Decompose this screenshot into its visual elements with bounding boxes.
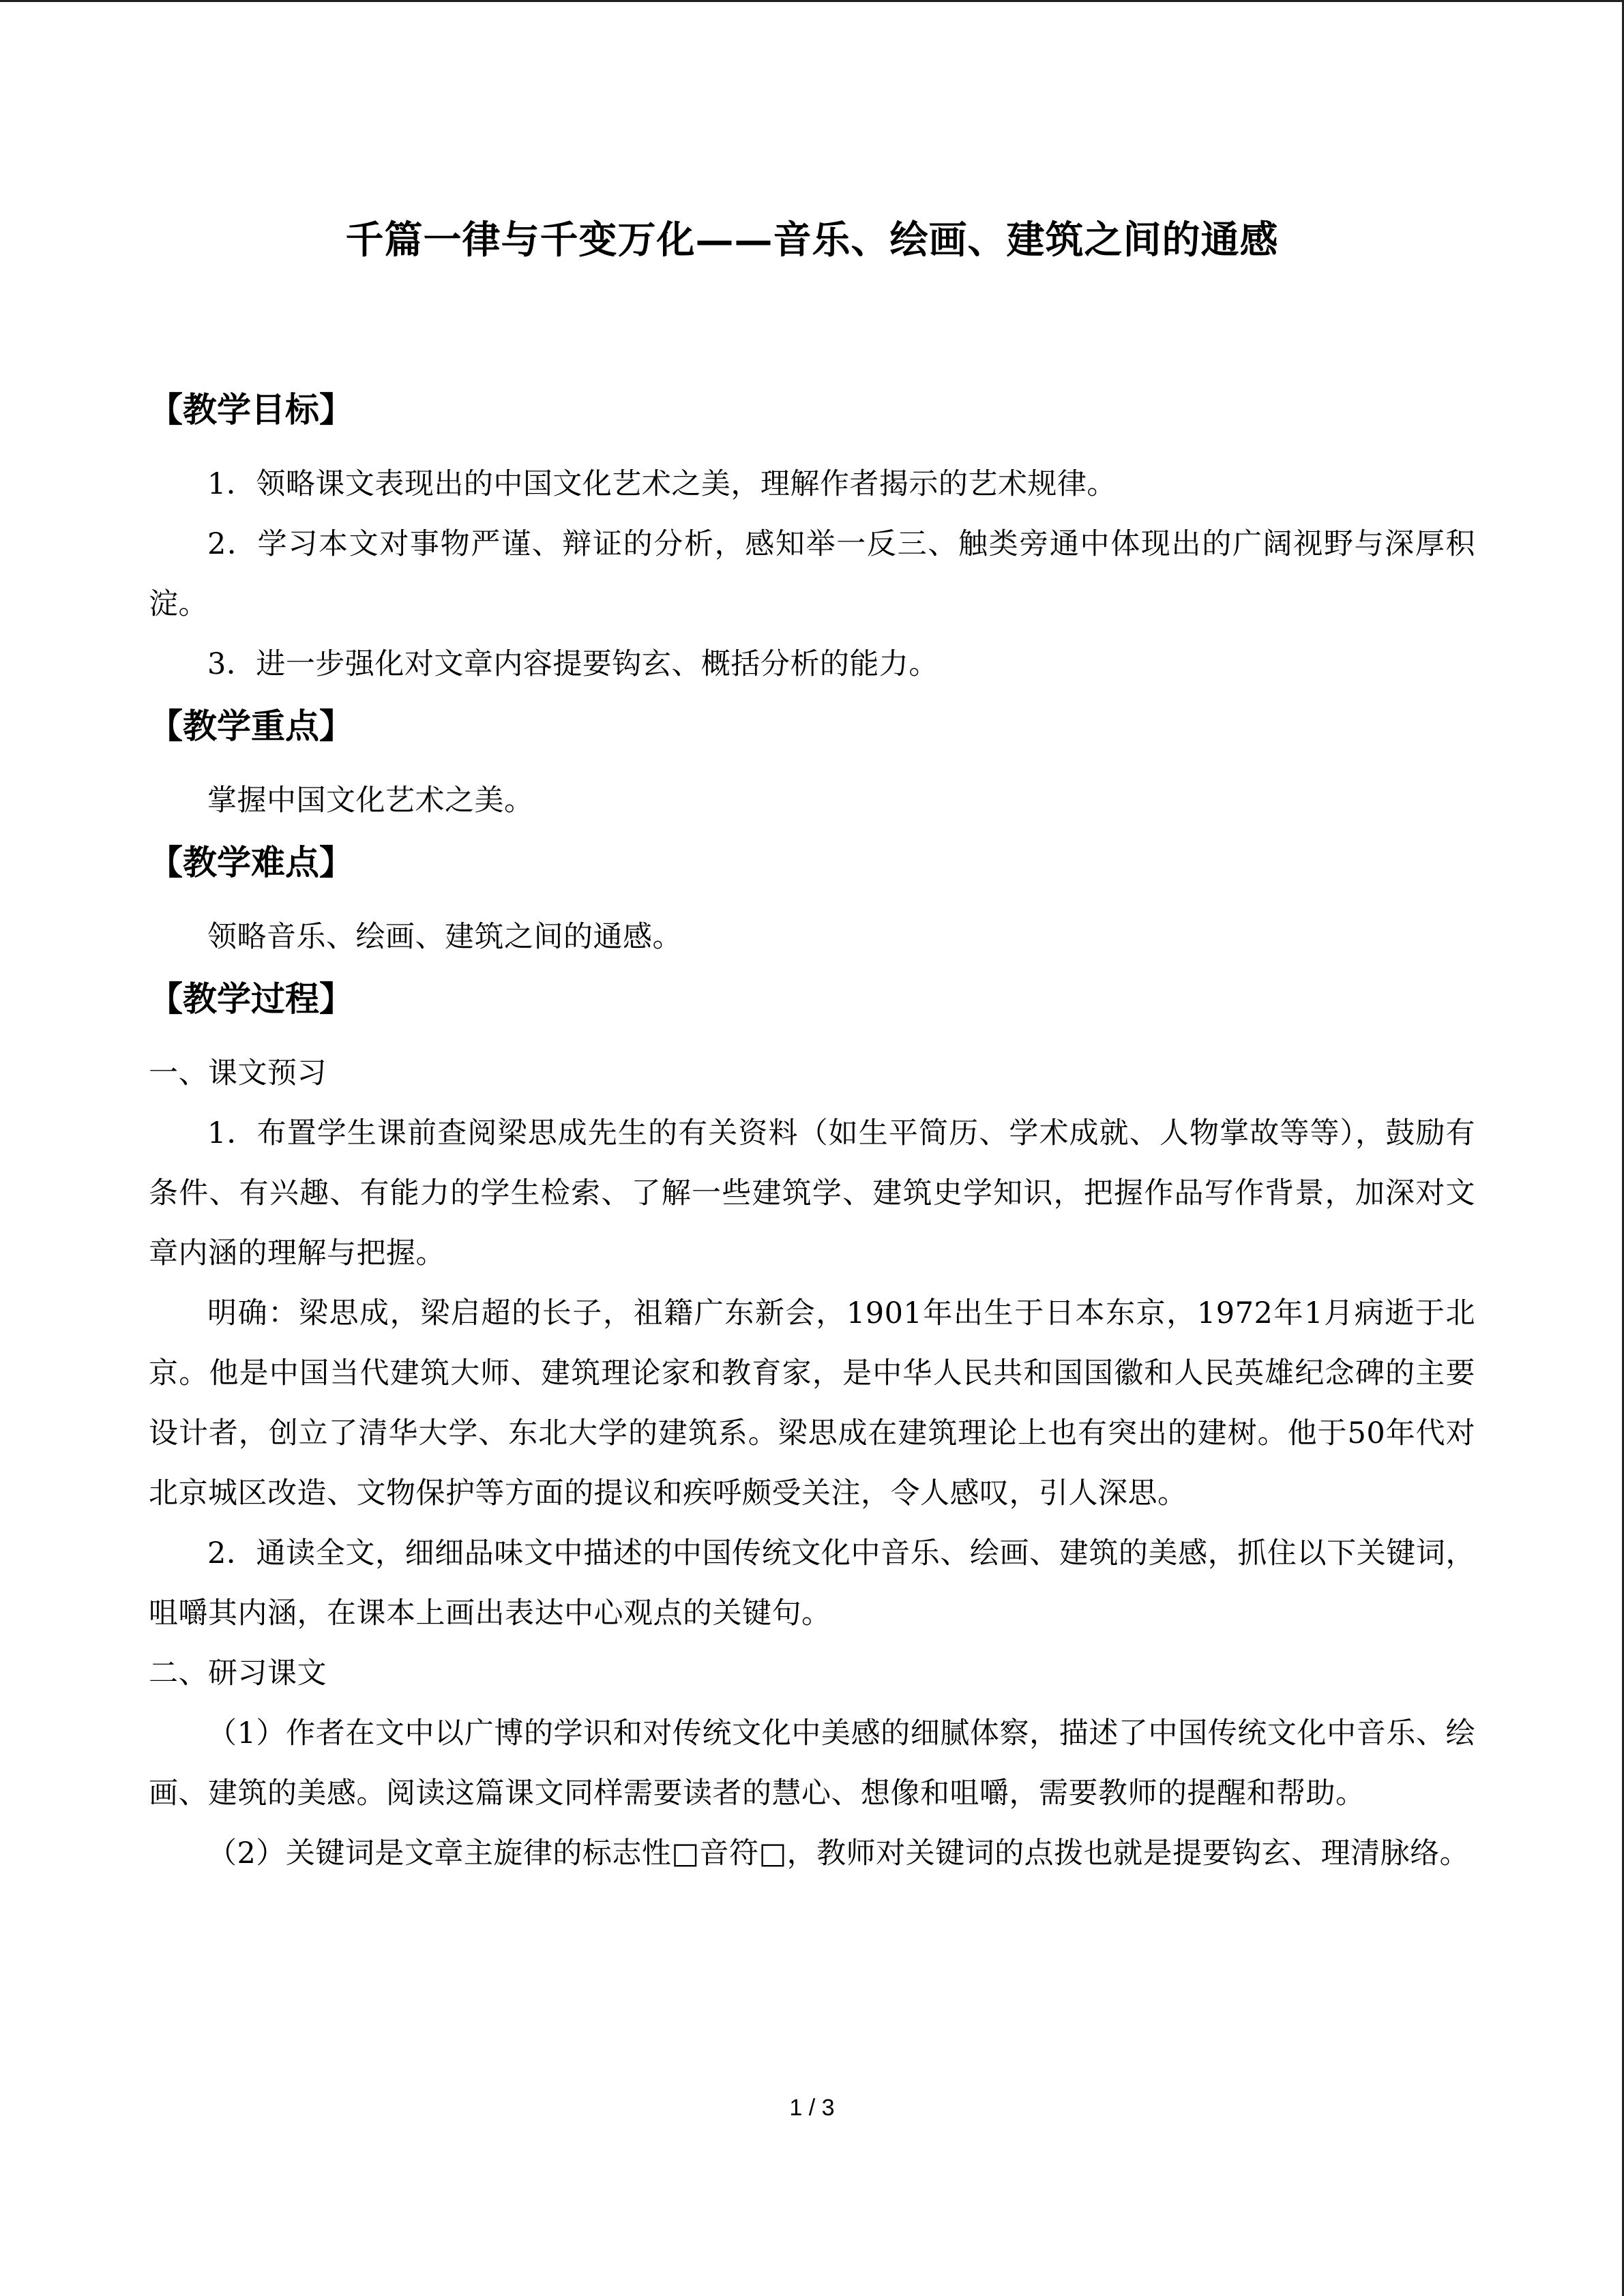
process-part1-note: 明确：梁思成，梁启超的长子，祖籍广东新会，1901年出生于日本东京，1972年1月病逝于北京。他是中国当代建筑大师、建筑理论家和教育家，是中华人民共和国国徽和人民英雄纪念碑的主要设计者，创立了清华大学、东北大学的建筑系。梁思成在建筑理论上也有突出的建树。他于50年代对北京城区改造、文物保护等方面的提议和疾呼颇受关注，令人感叹，引人深思。 <box>149 1296 1475 1510</box>
page-border-top <box>0 0 1624 2</box>
process-part1-item2: 2．通读全文，细细品味文中描述的中国传统文化中音乐、绘画、建筑的美感，抓住以下关键词，咀嚼其内涵，在课本上画出表达中心观点的关键句。 <box>149 1536 1475 1630</box>
goal-item-3: 3．进一步强化对文章内容提要钩玄、概括分析的能力。 <box>207 647 939 681</box>
section-difficulties <box>149 831 1475 967</box>
process-part2-title: 二、研习课文 <box>149 1656 327 1690</box>
process-part2-item2: （2）关键词是文章主旋律的标志性□音符□，教师对关键词的点拨也就是提要钩玄、理清脉络。 <box>207 1836 1470 1870</box>
heading-key-points: 【教学重点】 <box>149 706 353 746</box>
heading-teaching-process: 【教学过程】 <box>149 979 353 1019</box>
process-part1-title: 一、课文预习 <box>149 1056 327 1090</box>
process-part1-item1: 1．布置学生课前查阅梁思成先生的有关资料（如生平简历、学术成就、人物掌故等等），鼓励有条件、有兴趣、有能力的学生检索、了解一些建筑学、建筑史学知识，把握作品写作背景，加深对文章内涵的理解与把握。 <box>149 1116 1475 1270</box>
goal-item-1: 1．领略课文表现出的中国文化艺术之美，理解作者揭示的艺术规律。 <box>207 467 1117 501</box>
goal-item-2: 2．学习本文对事物严谨、辩证的分析，感知举一反三、触类旁通中体现出的广阔视野与深厚积淀。 <box>149 527 1475 621</box>
section-key-points <box>149 694 1475 831</box>
key-points-text: 掌握中国文化艺术之美。 <box>207 784 534 818</box>
section-teaching-goals <box>149 378 1475 694</box>
difficulties-text: 领略音乐、绘画、建筑之间的通感。 <box>207 920 682 954</box>
document-title: 千篇一律与千变万化——音乐、绘画、建筑之间的通感 <box>345 218 1279 263</box>
heading-teaching-goals: 【教学目标】 <box>149 389 353 430</box>
section-teaching-process <box>149 967 1475 1883</box>
page-number: 1 / 3 <box>789 2095 835 2121</box>
document-body <box>149 378 1475 1883</box>
process-part2-item1: （1）作者在文中以广博的学识和对传统文化中美感的细腻体察，描述了中国传统文化中音乐、绘画、建筑的美感。阅读这篇课文同样需要读者的慧心、想像和咀嚼，需要教师的提醒和帮助。 <box>149 1716 1475 1810</box>
heading-difficulties: 【教学难点】 <box>149 842 353 882</box>
